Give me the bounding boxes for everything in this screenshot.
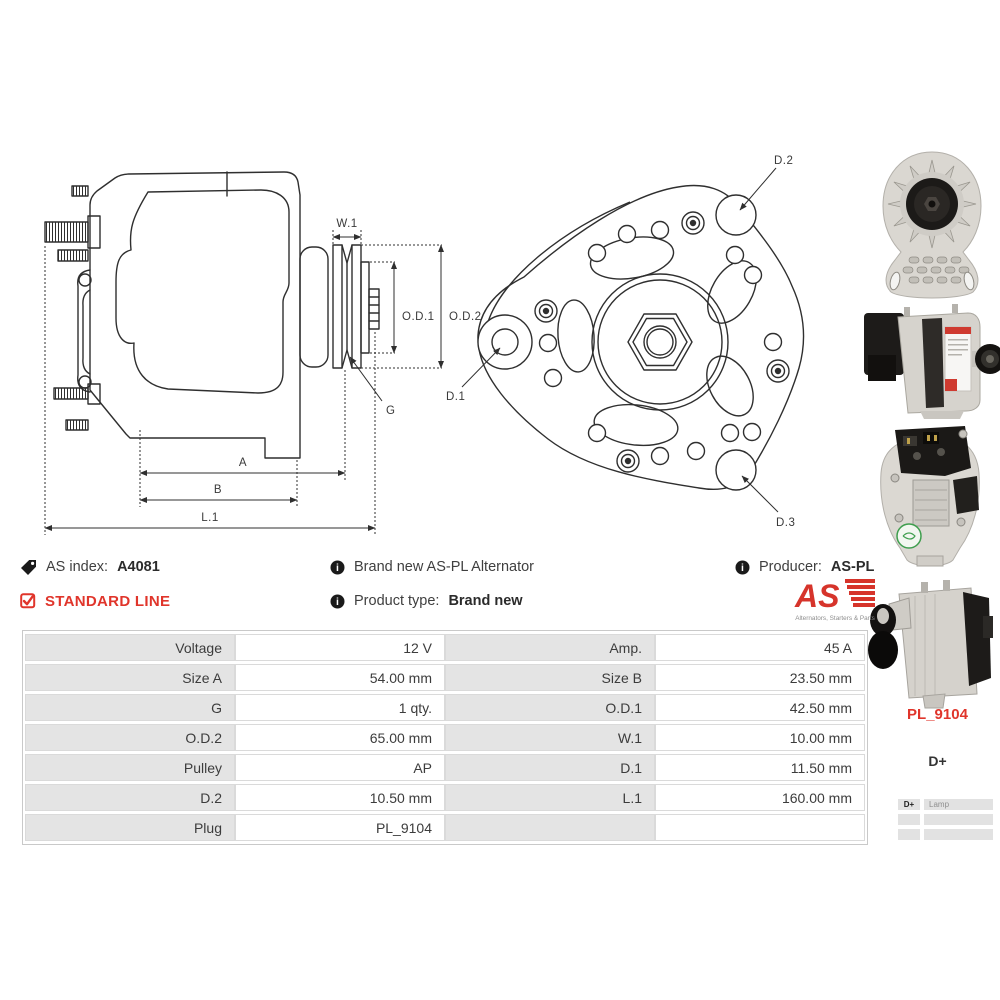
svg-text:i: i [336, 561, 339, 574]
spec-value: 12 V [235, 634, 445, 661]
pin-function [924, 829, 993, 840]
alternator-side-view-drawing [30, 150, 490, 550]
dim-a-label: A [238, 457, 248, 469]
info-icon [735, 560, 750, 575]
dim-d2-label: D.2 [774, 155, 794, 167]
dim-od2 [361, 245, 442, 368]
spec-value: 160.00 mm [655, 784, 865, 811]
svg-text:i: i [741, 561, 744, 574]
spec-label: Pulley [25, 754, 235, 781]
plug-code: PL_9104 [907, 706, 968, 723]
spec-label: Amp. [445, 634, 655, 661]
dim-l1-label: L.1 [201, 512, 219, 524]
spec-value: 23.50 mm [655, 664, 865, 691]
pin-name [898, 829, 920, 840]
spec-value: 10.00 mm [655, 724, 865, 751]
spec-label: D.1 [445, 754, 655, 781]
table-row [25, 664, 865, 691]
spec-label: Voltage [25, 634, 235, 661]
logo-as-text: AS [795, 578, 840, 614]
info-icon [330, 594, 345, 609]
spec-label [445, 814, 655, 841]
dim-g-label: G [386, 405, 396, 417]
spec-label: D.2 [25, 784, 235, 811]
producer-row [735, 558, 874, 576]
spec-label: O.D.2 [25, 724, 235, 751]
dim-g-leader [350, 357, 382, 401]
as-index-value: A4081 [117, 559, 160, 575]
pin-row [898, 829, 993, 840]
spec-table [22, 630, 868, 845]
table-row [25, 754, 865, 781]
pin-name [898, 814, 920, 825]
spec-value: 42.50 mm [655, 694, 865, 721]
table-row [25, 724, 865, 751]
spec-value [655, 814, 865, 841]
dim-d3-label: D.3 [776, 517, 796, 529]
mounting-ear-d1 [478, 315, 532, 369]
mounting-hole-d2 [716, 195, 756, 235]
pin-name: D+ [898, 799, 920, 810]
plug-pinout-table [898, 799, 993, 844]
pin-row [898, 814, 993, 825]
rotor-hub [592, 274, 728, 410]
dim-d3-leader [742, 476, 778, 512]
info-icon [330, 560, 345, 575]
description-row [330, 558, 534, 576]
as-pl-logo [789, 575, 881, 623]
dim-od1 [370, 262, 395, 353]
spec-label: G [25, 694, 235, 721]
pin-function: Lamp [924, 799, 993, 810]
dim-w1-label: W.1 [336, 218, 358, 230]
spec-value: 10.50 mm [235, 784, 445, 811]
green-sticker [897, 524, 921, 548]
rear-cover-profile [78, 270, 91, 392]
dim-d2-leader [740, 168, 776, 210]
logo-tagline: Alternators, Starters & Parts [795, 615, 875, 622]
spec-value: PL_9104 [235, 814, 445, 841]
product-type-value: Brand new [448, 593, 523, 609]
product-type-row [330, 592, 523, 610]
dim-od1-label: O.D.1 [402, 311, 435, 323]
dim-od2-label: O.D.2 [449, 311, 482, 323]
pin-row [898, 799, 993, 810]
product-photo-side-label [860, 295, 1000, 420]
dim-w1 [333, 230, 361, 245]
product-label [945, 327, 971, 391]
checkbox-checked-icon [20, 593, 36, 609]
table-row [25, 634, 865, 661]
rear-studs [45, 186, 100, 430]
alternator-front-view-drawing [440, 140, 830, 560]
product-type-label: Product type: [354, 593, 440, 609]
spec-value: AP [235, 754, 445, 781]
producer-label: Producer: [759, 559, 822, 575]
pulley-section [333, 245, 379, 368]
table-row [25, 784, 865, 811]
as-index-label: AS index: [46, 559, 109, 575]
front-bracket-contour [116, 190, 289, 393]
spec-value: 45 A [655, 634, 865, 661]
pin-function [924, 814, 993, 825]
spec-value: 11.50 mm [655, 754, 865, 781]
spec-label: Plug [25, 814, 235, 841]
dim-b-label: B [213, 484, 223, 496]
spec-label: Size A [25, 664, 235, 691]
spec-label: Size B [445, 664, 655, 691]
bearing-boss [300, 247, 328, 367]
flange-inner-line [488, 202, 630, 322]
product-photo-rear [865, 418, 995, 568]
spec-label: W.1 [445, 724, 655, 751]
description-text: Brand new AS-PL Alternator [354, 559, 535, 575]
standard-line-row [20, 592, 170, 610]
spec-value: 65.00 mm [235, 724, 445, 751]
standard-line-badge: STANDARD LINE [45, 592, 171, 610]
as-index-row [20, 558, 160, 576]
spec-value: 54.00 mm [235, 664, 445, 691]
table-row [25, 694, 865, 721]
terminal-label: D+ [928, 753, 947, 769]
product-photo-front [865, 140, 1000, 305]
producer-value: AS-PL [830, 559, 875, 575]
dim-d1-label: D.1 [446, 391, 466, 403]
side-body-outline [90, 172, 300, 458]
table-row [25, 814, 865, 841]
product-photo-side-pulley [865, 568, 1000, 708]
case-holes [540, 222, 782, 465]
spec-label: L.1 [445, 784, 655, 811]
spec-value: 1 qty. [235, 694, 445, 721]
tag-icon [20, 559, 37, 576]
spec-label: O.D.1 [445, 694, 655, 721]
svg-text:i: i [336, 595, 339, 608]
logo-stripes [845, 579, 875, 607]
